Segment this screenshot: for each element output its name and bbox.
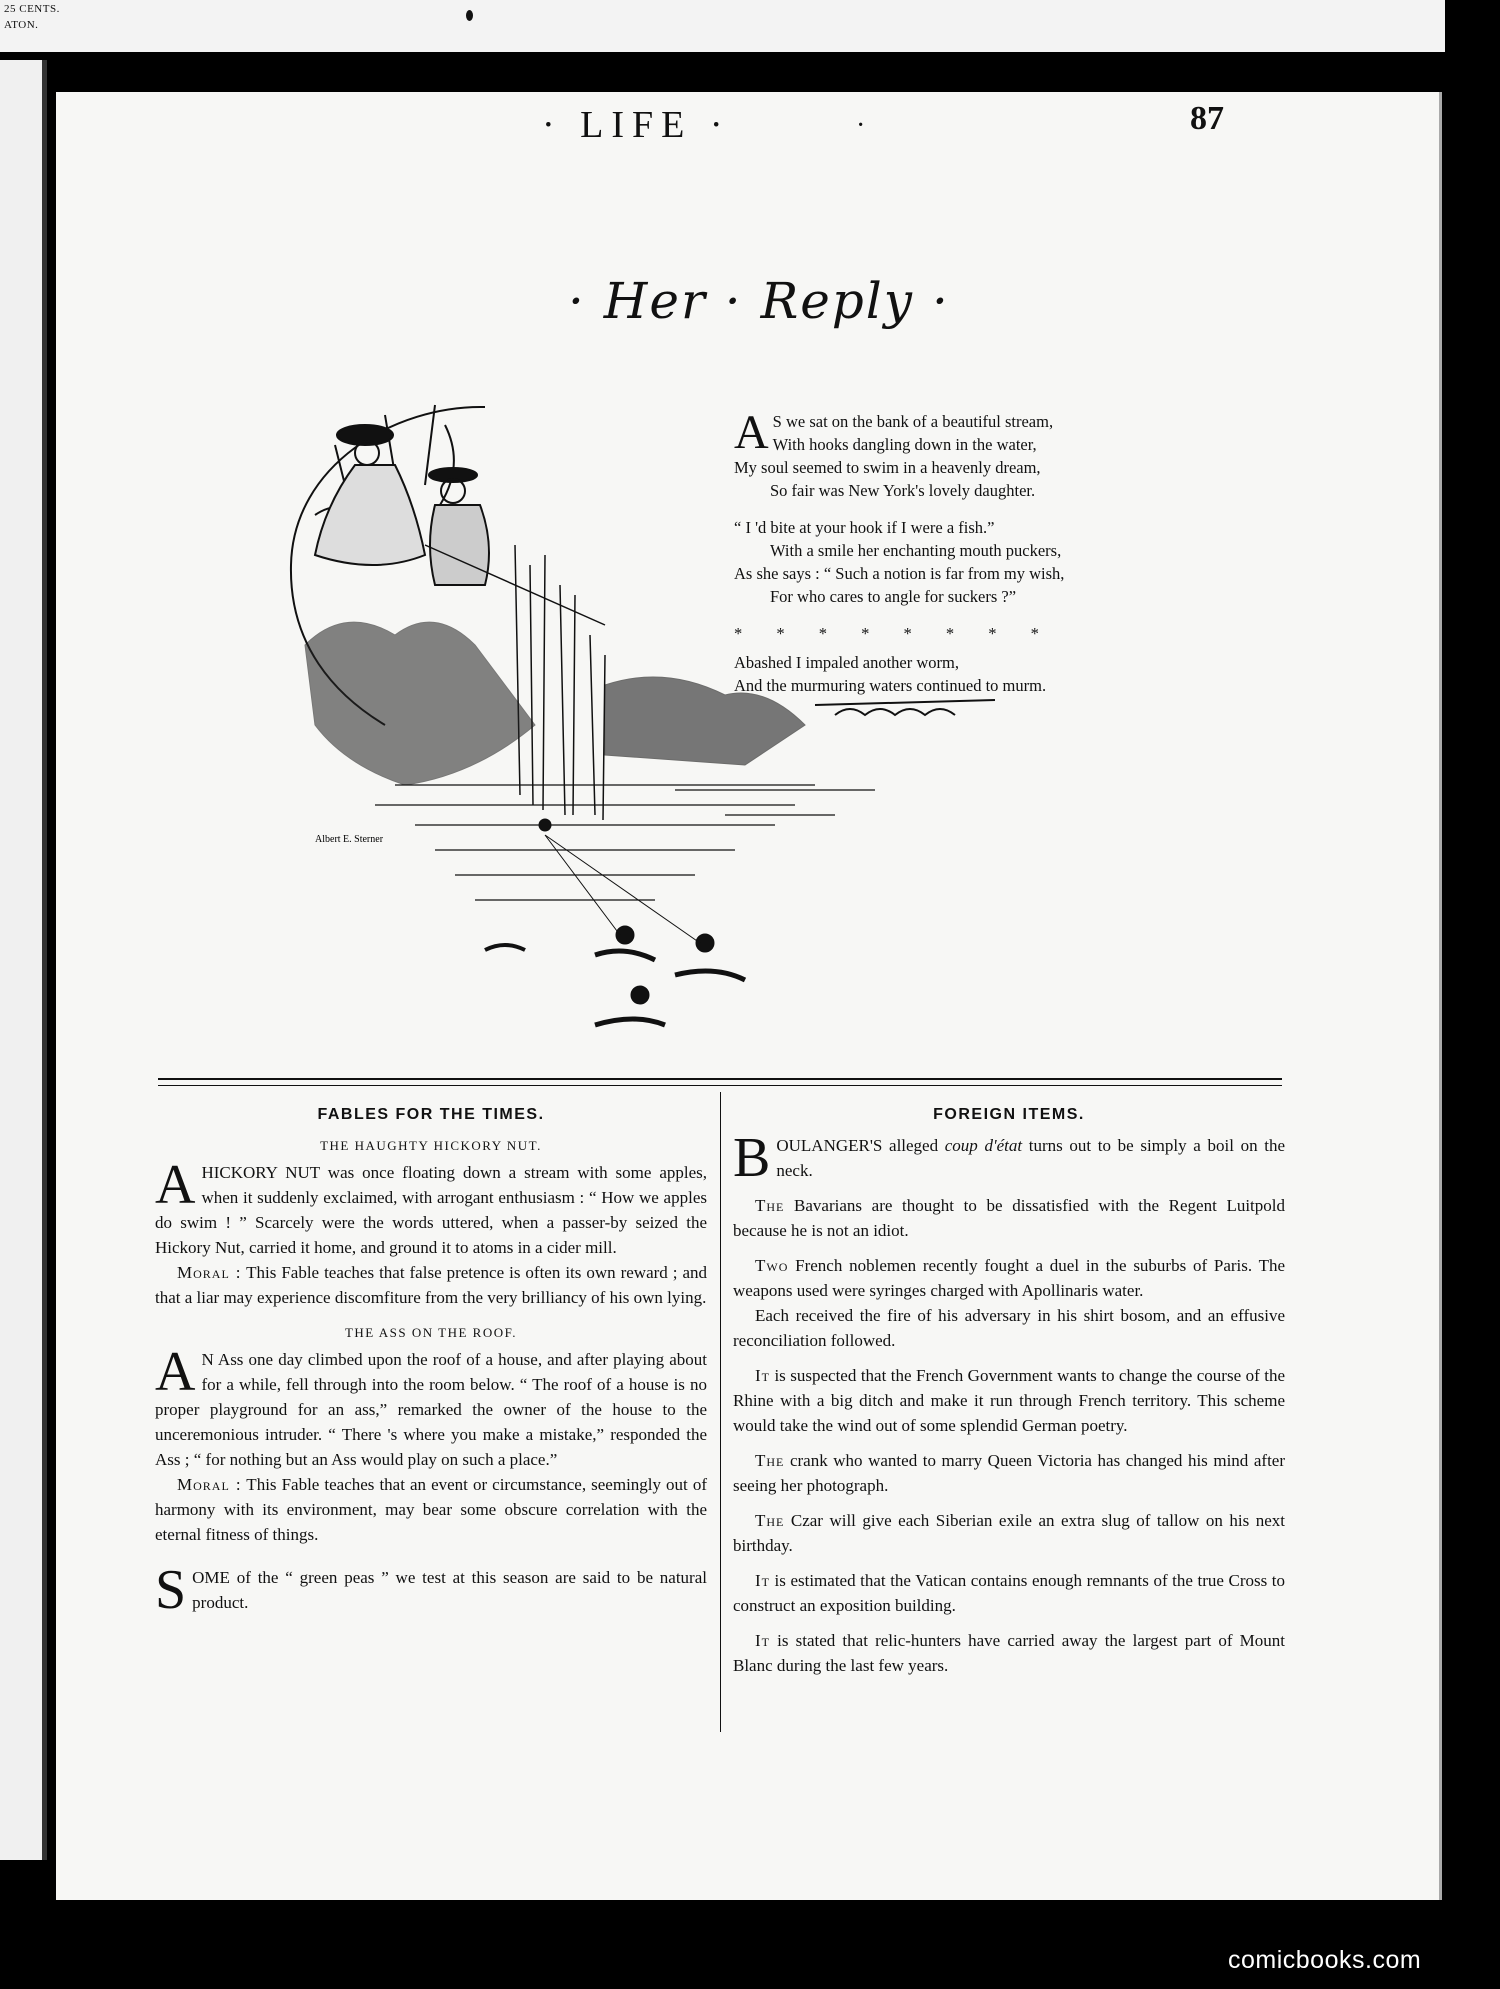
previous-page-text: ATON. bbox=[4, 19, 39, 31]
item-text: is suspected that the French Government wants to change the course of the Rhine with a big ditch and make it run through French territory. This scheme would take the wind out of some splendid German poetry. bbox=[733, 1366, 1285, 1435]
foreign-item bbox=[733, 1628, 1285, 1678]
poem-text bbox=[734, 406, 1184, 711]
foreign-item bbox=[733, 1253, 1285, 1303]
item-lead: It bbox=[755, 1571, 770, 1590]
item-text: Czar will give each Siberian exile an extra slug of tallow on his next birthday. bbox=[733, 1511, 1285, 1555]
foreign-item bbox=[733, 1448, 1285, 1498]
section-rule bbox=[158, 1078, 1282, 1080]
artist-signature: Albert E. Sterner bbox=[315, 834, 384, 845]
section-rule bbox=[158, 1085, 1282, 1086]
site-watermark: comicbooks.com bbox=[1228, 1946, 1422, 1974]
item-italic: coup d'état bbox=[944, 1136, 1023, 1155]
poem-asterisk-break: * * * * * * * * bbox=[734, 624, 1039, 643]
item-text: turns out to be simply a boil on the neck. bbox=[776, 1136, 1285, 1180]
poem-line: S we sat on the bank of a beautiful stream, bbox=[772, 412, 1054, 431]
note-text: OME of the “ green peas ” we test at this season are said to be natural product. bbox=[192, 1568, 707, 1612]
poem-stanza bbox=[734, 516, 1184, 608]
fable-body: was once floating down a stream with some apples, when it suddenly exclaimed, with arrogant enthusiasm : “ How we apples do swim ! ” Scarcely were the words uttered, when a passer-by seized the Hickory Nut, carried it home, and ground it to atoms in a cider mill. bbox=[155, 1163, 708, 1257]
item-lead: The bbox=[755, 1511, 785, 1530]
fable-lead: HICKORY NUT bbox=[201, 1163, 320, 1182]
foreign-item bbox=[733, 1568, 1285, 1618]
item-lead: It bbox=[755, 1366, 770, 1385]
moral-label: Moral : bbox=[177, 1475, 242, 1494]
foreign-items-column bbox=[733, 1102, 1285, 1678]
item-text: OULANGER'S alleged bbox=[776, 1136, 945, 1155]
foreign-item: Each received the fire of his adversary in his shirt bosom, and an effusive reconciliation followed. bbox=[733, 1306, 1285, 1350]
poem-line: So fair was New York's lovely daughter. bbox=[770, 481, 1036, 500]
poem-drop-cap: A bbox=[734, 406, 769, 459]
poem-line: For who cares to angle for suckers ?” bbox=[770, 587, 1017, 606]
couple-figures bbox=[315, 425, 605, 625]
fable-body: N Ass one day climbed upon the roof of a house, and after playing about for a while, fell through into the room below. “ The roof of a house is no proper playground for an ass,” remarked the owner of the house to the unceremonious intruder. “ There 's where you make a mistake,” responded the Ass ; “ for nothing but an Ass would play on such a place.” bbox=[155, 1350, 707, 1469]
item-text: crank who wanted to marry Queen Victoria has changed his mind after seeing her photograph. bbox=[733, 1451, 1285, 1495]
poem-title: · Her · Reply · bbox=[568, 272, 950, 330]
item-text: is estimated that the Vatican contains enough remnants of the true Cross to construct an exposition building. bbox=[733, 1571, 1285, 1615]
poem-line: With a smile her enchanting mouth puckers, bbox=[770, 541, 1062, 560]
masthead-title: · LIFE · bbox=[542, 104, 731, 146]
poem-stanza bbox=[734, 406, 1184, 502]
bushes bbox=[305, 622, 805, 785]
moral-text: This Fable teaches that false pretence is often its own reward ; and that a liar may experience discomfiture from the very brilliancy of his own lying. bbox=[155, 1263, 707, 1307]
foreign-item bbox=[733, 1127, 1285, 1189]
fable-title: THE ASS ON THE ROOF. bbox=[344, 1325, 518, 1340]
poem-line: As she says : “ Such a notion is far from my wish, bbox=[734, 564, 1065, 583]
poem-line: Abashed I impaled another worm, bbox=[734, 653, 959, 672]
item-text: is stated that relic-hunters have carried away the largest part of Mount Blanc during the last few years. bbox=[733, 1631, 1285, 1675]
poem-line: My soul seemed to swim in a heavenly dream, bbox=[734, 458, 1041, 477]
foreign-item bbox=[733, 1363, 1285, 1438]
fable-text bbox=[155, 1154, 708, 1260]
note-drop-cap: S bbox=[155, 1559, 187, 1621]
item-text: Bavarians are thought to be dissatisfied with the Regent Luitpold because he is not an idiot. bbox=[733, 1196, 1285, 1240]
column-divider bbox=[720, 1092, 721, 1732]
item-lead: It bbox=[755, 1631, 770, 1650]
moral-label: Moral : bbox=[177, 1263, 242, 1282]
fable-text bbox=[155, 1341, 707, 1472]
masthead-dot: · bbox=[856, 110, 866, 141]
previous-page-strip bbox=[0, 0, 1445, 52]
short-note bbox=[155, 1559, 707, 1621]
previous-page-text: 25 CENTS. bbox=[4, 3, 60, 15]
reeds bbox=[515, 545, 605, 820]
fable-moral bbox=[155, 1260, 707, 1310]
foreign-item bbox=[733, 1508, 1285, 1558]
fable-drop-cap: A bbox=[155, 1341, 196, 1403]
water-lines bbox=[375, 785, 875, 900]
item-lead: The bbox=[755, 1451, 785, 1470]
item-drop-cap: B bbox=[733, 1127, 771, 1189]
binding-line bbox=[42, 60, 47, 1860]
fables-heading: FABLES FOR THE TIMES. bbox=[317, 1106, 545, 1123]
ink-dot bbox=[466, 10, 473, 21]
fable-title: THE HAUGHTY HICKORY NUT. bbox=[320, 1138, 542, 1153]
poem-stanza bbox=[734, 651, 1184, 697]
foreign-heading: FOREIGN ITEMS. bbox=[933, 1106, 1085, 1123]
item-text: French noblemen recently fought a duel in the suburbs of Paris. The weapons used were syringes charged with Apollinaris water. bbox=[733, 1256, 1285, 1300]
item-lead: Two bbox=[755, 1256, 789, 1275]
fable-moral bbox=[155, 1472, 707, 1547]
fable-drop-cap: A bbox=[155, 1154, 196, 1216]
foreign-item bbox=[733, 1193, 1285, 1243]
item-lead: The bbox=[755, 1196, 785, 1215]
moral-text: This Fable teaches that an event or circumstance, seemingly out of harmony with its environment, may bear some obscure correlation with the eternal fitness of things. bbox=[155, 1475, 707, 1544]
page-number: 87 bbox=[1190, 100, 1224, 137]
poem-line: With hooks dangling down in the water, bbox=[772, 435, 1037, 454]
previous-page-edge bbox=[0, 60, 47, 1860]
poem-line: “ I 'd bite at your hook if I were a fish.” bbox=[734, 518, 995, 537]
poem-line: And the murmuring waters continued to murm. bbox=[734, 676, 1047, 695]
fables-column bbox=[155, 1102, 708, 1621]
